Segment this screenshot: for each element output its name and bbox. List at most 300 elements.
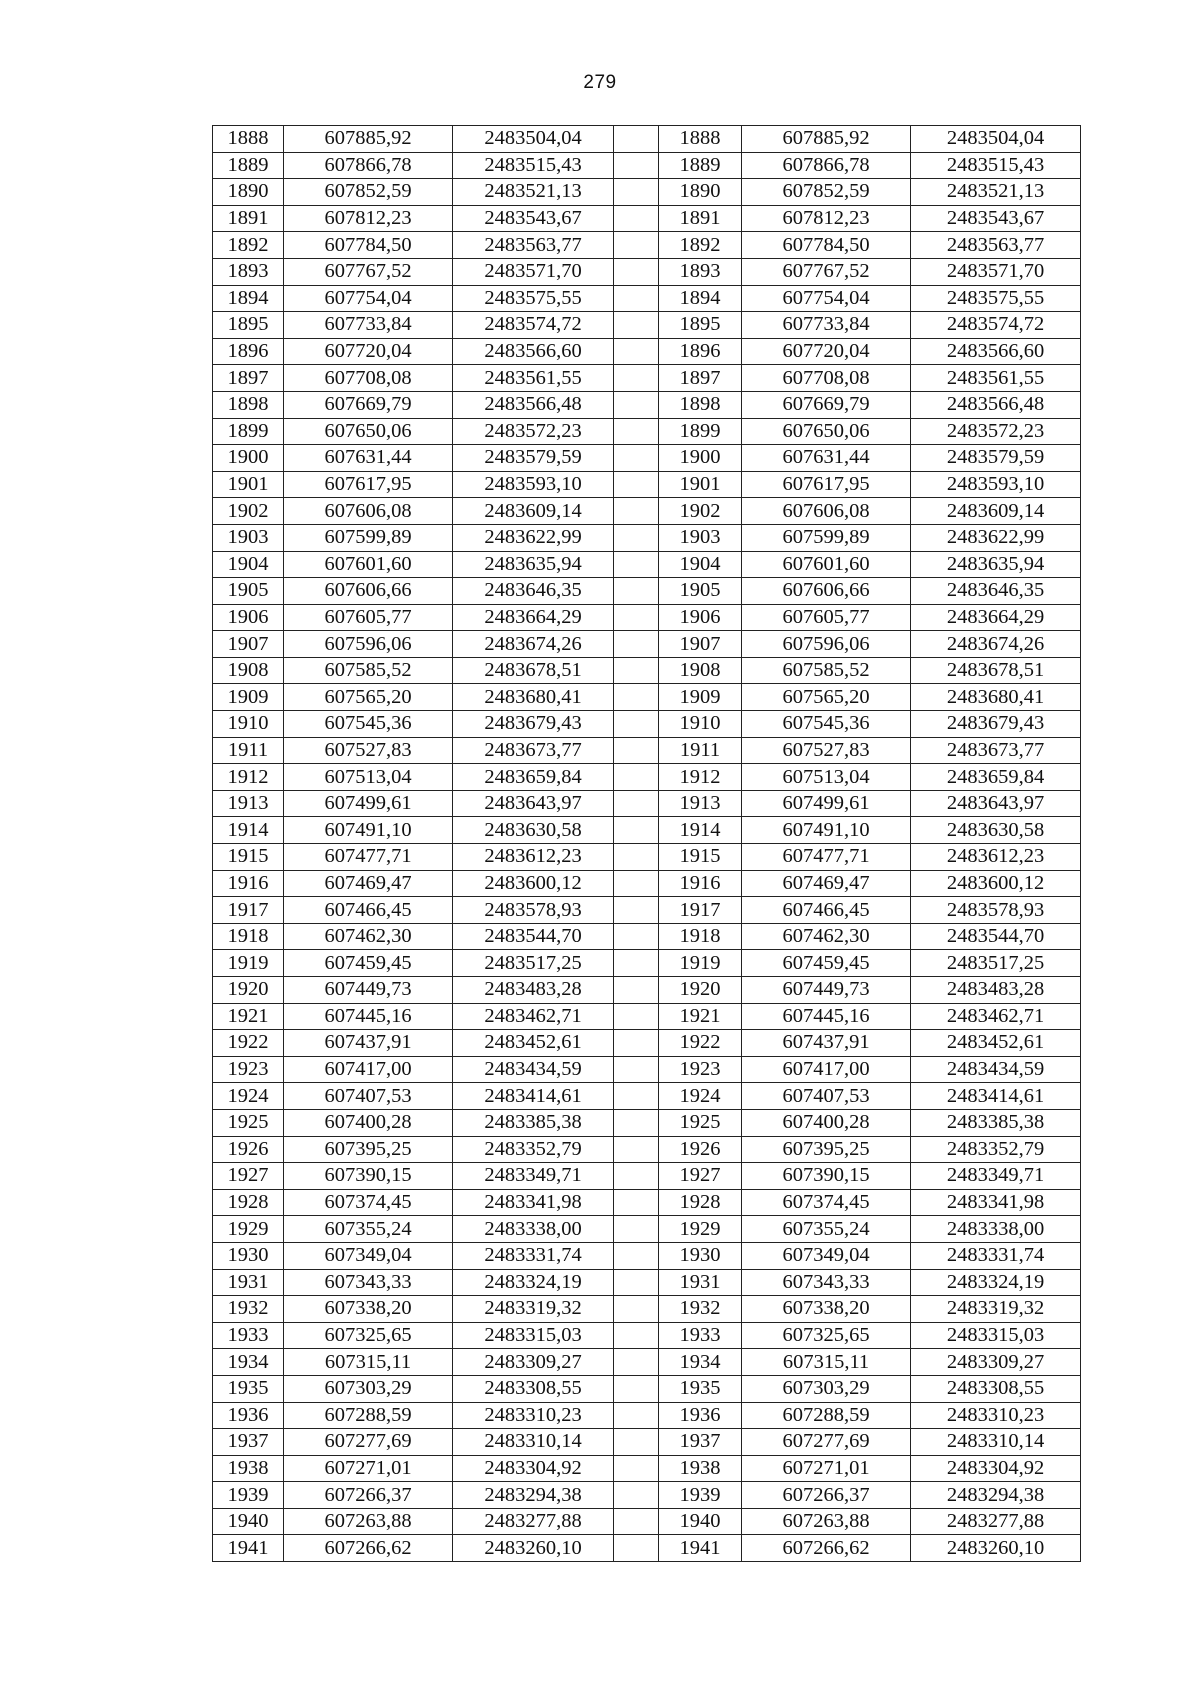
x-coordinate-cell: 607349,04	[284, 1242, 453, 1269]
point-number-cell: 1921	[213, 1003, 284, 1030]
gap-cell	[614, 1242, 659, 1269]
y-coordinate-cell: 2483612,23	[453, 844, 614, 871]
x-coordinate-cell-duplicate: 607499,61	[742, 790, 911, 817]
point-number-cell: 1890	[213, 179, 284, 206]
x-coordinate-cell-duplicate: 607417,00	[742, 1056, 911, 1083]
gap-cell	[614, 711, 659, 738]
point-number-cell: 1928	[213, 1189, 284, 1216]
x-coordinate-cell: 607266,37	[284, 1482, 453, 1509]
y-coordinate-cell: 2483635,94	[453, 551, 614, 578]
y-coordinate-cell-duplicate: 2483517,25	[911, 950, 1081, 977]
y-coordinate-cell-duplicate: 2483310,14	[911, 1429, 1081, 1456]
table-row	[213, 950, 1081, 977]
y-coordinate-cell: 2483659,84	[453, 764, 614, 791]
y-coordinate-cell: 2483315,03	[453, 1322, 614, 1349]
point-number-cell: 1939	[213, 1482, 284, 1509]
table-row	[213, 1402, 1081, 1429]
x-coordinate-cell-duplicate: 607527,83	[742, 737, 911, 764]
y-coordinate-cell: 2483521,13	[453, 179, 614, 206]
y-coordinate-cell: 2483593,10	[453, 471, 614, 498]
x-coordinate-cell-duplicate: 607784,50	[742, 232, 911, 259]
y-coordinate-cell: 2483579,59	[453, 445, 614, 472]
y-coordinate-cell: 2483646,35	[453, 578, 614, 605]
y-coordinate-cell: 2483566,60	[453, 338, 614, 365]
gap-cell	[614, 551, 659, 578]
point-number-cell: 1904	[213, 551, 284, 578]
table-row	[213, 817, 1081, 844]
table-row	[213, 790, 1081, 817]
x-coordinate-cell-duplicate: 607374,45	[742, 1189, 911, 1216]
point-number-cell: 1941	[213, 1535, 284, 1562]
y-coordinate-cell: 2483578,93	[453, 897, 614, 924]
point-number-cell: 1910	[213, 711, 284, 738]
point-number-cell: 1900	[213, 445, 284, 472]
x-coordinate-cell: 607315,11	[284, 1349, 453, 1376]
x-coordinate-cell: 607767,52	[284, 258, 453, 285]
gap-cell	[614, 152, 659, 179]
x-coordinate-cell-duplicate: 607669,79	[742, 391, 911, 418]
x-coordinate-cell: 607325,65	[284, 1322, 453, 1349]
point-number-cell-duplicate: 1916	[659, 870, 742, 897]
table-row	[213, 1242, 1081, 1269]
point-number-cell-duplicate: 1906	[659, 604, 742, 631]
x-coordinate-cell: 607400,28	[284, 1109, 453, 1136]
table-row	[213, 578, 1081, 605]
y-coordinate-cell-duplicate: 2483310,23	[911, 1402, 1081, 1429]
point-number-cell: 1891	[213, 205, 284, 232]
x-coordinate-cell: 607585,52	[284, 657, 453, 684]
y-coordinate-cell-duplicate: 2483678,51	[911, 657, 1081, 684]
y-coordinate-cell-duplicate: 2483566,48	[911, 391, 1081, 418]
table-row	[213, 1375, 1081, 1402]
y-coordinate-cell: 2483643,97	[453, 790, 614, 817]
y-coordinate-cell: 2483575,55	[453, 285, 614, 312]
x-coordinate-cell-duplicate: 607288,59	[742, 1402, 911, 1429]
x-coordinate-cell: 607545,36	[284, 711, 453, 738]
table-row	[213, 471, 1081, 498]
point-number-cell-duplicate: 1909	[659, 684, 742, 711]
table-row	[213, 684, 1081, 711]
table-row	[213, 657, 1081, 684]
y-coordinate-cell-duplicate: 2483349,71	[911, 1163, 1081, 1190]
table-row	[213, 870, 1081, 897]
table-row	[213, 1136, 1081, 1163]
point-number-cell: 1922	[213, 1030, 284, 1057]
x-coordinate-cell: 607650,06	[284, 418, 453, 445]
table-row	[213, 285, 1081, 312]
point-number-cell: 1902	[213, 498, 284, 525]
y-coordinate-cell-duplicate: 2483593,10	[911, 471, 1081, 498]
point-number-cell: 1933	[213, 1322, 284, 1349]
table-row	[213, 977, 1081, 1004]
x-coordinate-cell: 607885,92	[284, 126, 453, 153]
point-number-cell: 1889	[213, 152, 284, 179]
y-coordinate-cell-duplicate: 2483308,55	[911, 1375, 1081, 1402]
gap-cell	[614, 1269, 659, 1296]
y-coordinate-cell: 2483609,14	[453, 498, 614, 525]
gap-cell	[614, 179, 659, 206]
table-row	[213, 126, 1081, 153]
x-coordinate-cell: 607812,23	[284, 205, 453, 232]
point-number-cell-duplicate: 1891	[659, 205, 742, 232]
y-coordinate-cell-duplicate: 2483563,77	[911, 232, 1081, 259]
y-coordinate-cell: 2483260,10	[453, 1535, 614, 1562]
gap-cell	[614, 737, 659, 764]
point-number-cell-duplicate: 1905	[659, 578, 742, 605]
table-row	[213, 205, 1081, 232]
table-row	[213, 1189, 1081, 1216]
gap-cell	[614, 1216, 659, 1243]
y-coordinate-cell: 2483543,67	[453, 205, 614, 232]
gap-cell	[614, 1163, 659, 1190]
y-coordinate-cell-duplicate: 2483521,13	[911, 179, 1081, 206]
x-coordinate-cell: 607606,66	[284, 578, 453, 605]
y-coordinate-cell-duplicate: 2483331,74	[911, 1242, 1081, 1269]
point-number-cell: 1925	[213, 1109, 284, 1136]
x-coordinate-cell: 607445,16	[284, 1003, 453, 1030]
gap-cell	[614, 1003, 659, 1030]
table-row	[213, 1216, 1081, 1243]
x-coordinate-cell: 607449,73	[284, 977, 453, 1004]
table-row	[213, 1269, 1081, 1296]
x-coordinate-cell: 607338,20	[284, 1296, 453, 1323]
point-number-cell-duplicate: 1918	[659, 923, 742, 950]
gap-cell	[614, 790, 659, 817]
gap-cell	[614, 897, 659, 924]
x-coordinate-cell: 607599,89	[284, 524, 453, 551]
y-coordinate-cell-duplicate: 2483561,55	[911, 365, 1081, 392]
y-coordinate-cell-duplicate: 2483578,93	[911, 897, 1081, 924]
gap-cell	[614, 950, 659, 977]
point-number-cell: 1930	[213, 1242, 284, 1269]
x-coordinate-cell-duplicate: 607407,53	[742, 1083, 911, 1110]
y-coordinate-cell-duplicate: 2483544,70	[911, 923, 1081, 950]
gap-cell	[614, 1508, 659, 1535]
y-coordinate-cell: 2483277,88	[453, 1508, 614, 1535]
x-coordinate-cell-duplicate: 607338,20	[742, 1296, 911, 1323]
y-coordinate-cell-duplicate: 2483324,19	[911, 1269, 1081, 1296]
y-coordinate-cell-duplicate: 2483571,70	[911, 258, 1081, 285]
y-coordinate-cell: 2483566,48	[453, 391, 614, 418]
y-coordinate-cell-duplicate: 2483622,99	[911, 524, 1081, 551]
x-coordinate-cell: 607631,44	[284, 445, 453, 472]
gap-cell	[614, 604, 659, 631]
gap-cell	[614, 232, 659, 259]
x-coordinate-cell-duplicate: 607617,95	[742, 471, 911, 498]
y-coordinate-cell: 2483563,77	[453, 232, 614, 259]
x-coordinate-cell: 607605,77	[284, 604, 453, 631]
table-row	[213, 923, 1081, 950]
point-number-cell: 1924	[213, 1083, 284, 1110]
gap-cell	[614, 258, 659, 285]
y-coordinate-cell: 2483664,29	[453, 604, 614, 631]
y-coordinate-cell: 2483680,41	[453, 684, 614, 711]
point-number-cell: 1908	[213, 657, 284, 684]
y-coordinate-cell-duplicate: 2483612,23	[911, 844, 1081, 871]
x-coordinate-cell-duplicate: 607266,37	[742, 1482, 911, 1509]
x-coordinate-cell-duplicate: 607277,69	[742, 1429, 911, 1456]
table-row	[213, 1349, 1081, 1376]
x-coordinate-cell: 607407,53	[284, 1083, 453, 1110]
gap-cell	[614, 1109, 659, 1136]
point-number-cell-duplicate: 1900	[659, 445, 742, 472]
gap-cell	[614, 312, 659, 339]
y-coordinate-cell-duplicate: 2483566,60	[911, 338, 1081, 365]
table-row	[213, 338, 1081, 365]
table-row	[213, 1322, 1081, 1349]
x-coordinate-cell-duplicate: 607400,28	[742, 1109, 911, 1136]
x-coordinate-cell-duplicate: 607852,59	[742, 179, 911, 206]
table-row	[213, 365, 1081, 392]
x-coordinate-cell: 607527,83	[284, 737, 453, 764]
y-coordinate-cell: 2483385,38	[453, 1109, 614, 1136]
x-coordinate-cell-duplicate: 607462,30	[742, 923, 911, 950]
x-coordinate-cell-duplicate: 607466,45	[742, 897, 911, 924]
x-coordinate-cell-duplicate: 607263,88	[742, 1508, 911, 1535]
gap-cell	[614, 498, 659, 525]
x-coordinate-cell: 607437,91	[284, 1030, 453, 1057]
x-coordinate-cell-duplicate: 607545,36	[742, 711, 911, 738]
x-coordinate-cell-duplicate: 607601,60	[742, 551, 911, 578]
gap-cell	[614, 205, 659, 232]
x-coordinate-cell-duplicate: 607459,45	[742, 950, 911, 977]
point-number-cell-duplicate: 1890	[659, 179, 742, 206]
x-coordinate-cell: 607708,08	[284, 365, 453, 392]
point-number-cell: 1888	[213, 126, 284, 153]
table-row	[213, 1163, 1081, 1190]
point-number-cell: 1920	[213, 977, 284, 1004]
point-number-cell: 1935	[213, 1375, 284, 1402]
point-number-cell-duplicate: 1901	[659, 471, 742, 498]
table-row	[213, 524, 1081, 551]
table-row	[213, 551, 1081, 578]
gap-cell	[614, 1030, 659, 1057]
table-row	[213, 1508, 1081, 1535]
point-number-cell: 1923	[213, 1056, 284, 1083]
x-coordinate-cell: 607601,60	[284, 551, 453, 578]
x-coordinate-cell: 607477,71	[284, 844, 453, 871]
y-coordinate-cell-duplicate: 2483294,38	[911, 1482, 1081, 1509]
point-number-cell-duplicate: 1908	[659, 657, 742, 684]
x-coordinate-cell-duplicate: 607469,47	[742, 870, 911, 897]
point-number-cell: 1915	[213, 844, 284, 871]
y-coordinate-cell-duplicate: 2483483,28	[911, 977, 1081, 1004]
point-number-cell-duplicate: 1915	[659, 844, 742, 871]
y-coordinate-cell: 2483673,77	[453, 737, 614, 764]
point-number-cell: 1916	[213, 870, 284, 897]
x-coordinate-cell-duplicate: 607596,06	[742, 631, 911, 658]
point-number-cell: 1929	[213, 1216, 284, 1243]
x-coordinate-cell: 607784,50	[284, 232, 453, 259]
x-coordinate-cell-duplicate: 607266,62	[742, 1535, 911, 1562]
point-number-cell-duplicate: 1899	[659, 418, 742, 445]
point-number-cell-duplicate: 1897	[659, 365, 742, 392]
x-coordinate-cell: 607355,24	[284, 1216, 453, 1243]
point-number-cell-duplicate: 1907	[659, 631, 742, 658]
x-coordinate-cell: 607469,47	[284, 870, 453, 897]
x-coordinate-cell: 607491,10	[284, 817, 453, 844]
point-number-cell-duplicate: 1895	[659, 312, 742, 339]
gap-cell	[614, 1349, 659, 1376]
x-coordinate-cell: 607390,15	[284, 1163, 453, 1190]
x-coordinate-cell: 607374,45	[284, 1189, 453, 1216]
point-number-cell: 1907	[213, 631, 284, 658]
table-row	[213, 631, 1081, 658]
y-coordinate-cell: 2483600,12	[453, 870, 614, 897]
gap-cell	[614, 1482, 659, 1509]
x-coordinate-cell: 607459,45	[284, 950, 453, 977]
point-number-cell: 1913	[213, 790, 284, 817]
point-number-cell-duplicate: 1925	[659, 1109, 742, 1136]
y-coordinate-cell-duplicate: 2483575,55	[911, 285, 1081, 312]
gap-cell	[614, 365, 659, 392]
gap-cell	[614, 1375, 659, 1402]
table-row	[213, 1109, 1081, 1136]
y-coordinate-cell-duplicate: 2483462,71	[911, 1003, 1081, 1030]
table-row	[213, 152, 1081, 179]
x-coordinate-cell-duplicate: 607733,84	[742, 312, 911, 339]
y-coordinate-cell: 2483310,14	[453, 1429, 614, 1456]
point-number-cell: 1898	[213, 391, 284, 418]
point-number-cell: 1932	[213, 1296, 284, 1323]
point-number-cell-duplicate: 1931	[659, 1269, 742, 1296]
gap-cell	[614, 1402, 659, 1429]
y-coordinate-cell-duplicate: 2483679,43	[911, 711, 1081, 738]
table-row	[213, 844, 1081, 871]
table-row	[213, 1083, 1081, 1110]
y-coordinate-cell-duplicate: 2483341,98	[911, 1189, 1081, 1216]
gap-cell	[614, 657, 659, 684]
y-coordinate-cell: 2483674,26	[453, 631, 614, 658]
gap-cell	[614, 844, 659, 871]
gap-cell	[614, 1083, 659, 1110]
y-coordinate-cell-duplicate: 2483338,00	[911, 1216, 1081, 1243]
x-coordinate-cell: 607395,25	[284, 1136, 453, 1163]
x-coordinate-cell-duplicate: 607606,66	[742, 578, 911, 605]
gap-cell	[614, 445, 659, 472]
y-coordinate-cell: 2483517,25	[453, 950, 614, 977]
point-number-cell-duplicate: 1898	[659, 391, 742, 418]
y-coordinate-cell: 2483561,55	[453, 365, 614, 392]
point-number-cell-duplicate: 1923	[659, 1056, 742, 1083]
y-coordinate-cell-duplicate: 2483643,97	[911, 790, 1081, 817]
y-coordinate-cell: 2483308,55	[453, 1375, 614, 1402]
table-row	[213, 418, 1081, 445]
point-number-cell-duplicate: 1937	[659, 1429, 742, 1456]
y-coordinate-cell: 2483462,71	[453, 1003, 614, 1030]
x-coordinate-cell-duplicate: 607650,06	[742, 418, 911, 445]
point-number-cell: 1914	[213, 817, 284, 844]
gap-cell	[614, 391, 659, 418]
point-number-cell-duplicate: 1927	[659, 1163, 742, 1190]
x-coordinate-cell-duplicate: 607315,11	[742, 1349, 911, 1376]
point-number-cell: 1918	[213, 923, 284, 950]
point-number-cell-duplicate: 1921	[659, 1003, 742, 1030]
point-number-cell-duplicate: 1938	[659, 1455, 742, 1482]
x-coordinate-cell: 607565,20	[284, 684, 453, 711]
x-coordinate-cell: 607462,30	[284, 923, 453, 950]
y-coordinate-cell: 2483338,00	[453, 1216, 614, 1243]
y-coordinate-cell-duplicate: 2483277,88	[911, 1508, 1081, 1535]
point-number-cell-duplicate: 1888	[659, 126, 742, 153]
x-coordinate-cell-duplicate: 607866,78	[742, 152, 911, 179]
x-coordinate-cell-duplicate: 607445,16	[742, 1003, 911, 1030]
y-coordinate-cell: 2483678,51	[453, 657, 614, 684]
y-coordinate-cell: 2483414,61	[453, 1083, 614, 1110]
gap-cell	[614, 870, 659, 897]
point-number-cell-duplicate: 1894	[659, 285, 742, 312]
table-row	[213, 258, 1081, 285]
x-coordinate-cell-duplicate: 607491,10	[742, 817, 911, 844]
gap-cell	[614, 1056, 659, 1083]
gap-cell	[614, 1455, 659, 1482]
y-coordinate-cell: 2483679,43	[453, 711, 614, 738]
point-number-cell-duplicate: 1929	[659, 1216, 742, 1243]
x-coordinate-cell-duplicate: 607812,23	[742, 205, 911, 232]
x-coordinate-cell: 607852,59	[284, 179, 453, 206]
table-row	[213, 1429, 1081, 1456]
point-number-cell-duplicate: 1912	[659, 764, 742, 791]
gap-cell	[614, 338, 659, 365]
point-number-cell-duplicate: 1893	[659, 258, 742, 285]
gap-cell	[614, 418, 659, 445]
y-coordinate-cell-duplicate: 2483515,43	[911, 152, 1081, 179]
point-number-cell-duplicate: 1922	[659, 1030, 742, 1057]
gap-cell	[614, 578, 659, 605]
y-coordinate-cell-duplicate: 2483414,61	[911, 1083, 1081, 1110]
gap-cell	[614, 1322, 659, 1349]
point-number-cell-duplicate: 1913	[659, 790, 742, 817]
point-number-cell-duplicate: 1911	[659, 737, 742, 764]
x-coordinate-cell-duplicate: 607325,65	[742, 1322, 911, 1349]
gap-cell	[614, 1296, 659, 1323]
point-number-cell: 1937	[213, 1429, 284, 1456]
y-coordinate-cell-duplicate: 2483543,67	[911, 205, 1081, 232]
x-coordinate-cell: 607596,06	[284, 631, 453, 658]
gap-cell	[614, 1189, 659, 1216]
point-number-cell-duplicate: 1896	[659, 338, 742, 365]
gap-cell	[614, 977, 659, 1004]
table-row	[213, 498, 1081, 525]
table-row	[213, 312, 1081, 339]
point-number-cell-duplicate: 1936	[659, 1402, 742, 1429]
y-coordinate-cell: 2483630,58	[453, 817, 614, 844]
x-coordinate-cell-duplicate: 607606,08	[742, 498, 911, 525]
point-number-cell: 1899	[213, 418, 284, 445]
x-coordinate-cell-duplicate: 607303,29	[742, 1375, 911, 1402]
gap-cell	[614, 471, 659, 498]
x-coordinate-cell-duplicate: 607885,92	[742, 126, 911, 153]
point-number-cell: 1940	[213, 1508, 284, 1535]
table-row	[213, 1003, 1081, 1030]
y-coordinate-cell: 2483341,98	[453, 1189, 614, 1216]
y-coordinate-cell: 2483622,99	[453, 524, 614, 551]
y-coordinate-cell-duplicate: 2483674,26	[911, 631, 1081, 658]
y-coordinate-cell: 2483304,92	[453, 1455, 614, 1482]
y-coordinate-cell-duplicate: 2483352,79	[911, 1136, 1081, 1163]
y-coordinate-cell-duplicate: 2483680,41	[911, 684, 1081, 711]
x-coordinate-cell-duplicate: 607449,73	[742, 977, 911, 1004]
x-coordinate-cell: 607277,69	[284, 1429, 453, 1456]
y-coordinate-cell-duplicate: 2483319,32	[911, 1296, 1081, 1323]
table-row	[213, 1056, 1081, 1083]
point-number-cell-duplicate: 1904	[659, 551, 742, 578]
y-coordinate-cell: 2483352,79	[453, 1136, 614, 1163]
gap-cell	[614, 631, 659, 658]
y-coordinate-cell-duplicate: 2483309,27	[911, 1349, 1081, 1376]
table-row	[213, 604, 1081, 631]
point-number-cell-duplicate: 1928	[659, 1189, 742, 1216]
